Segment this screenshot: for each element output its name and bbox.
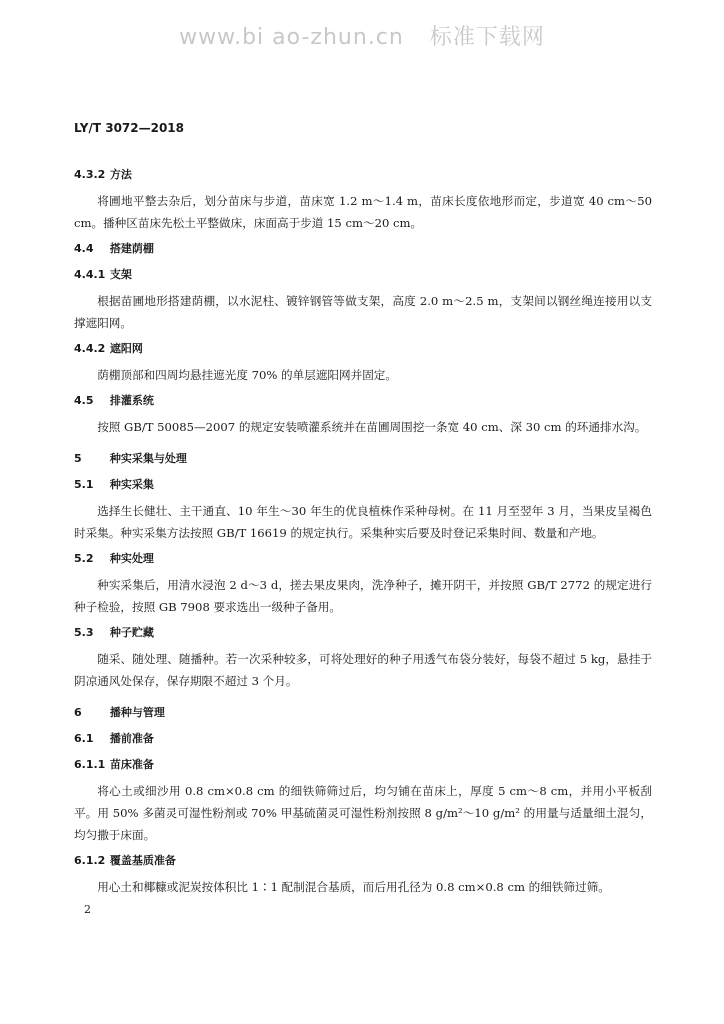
section-heading (74, 728, 652, 750)
paragraph: 荫棚顶部和四周均悬挂遮光度 70% 的单层遮阳网并固定。 (97, 368, 397, 382)
section-number: 4.5 (74, 394, 94, 407)
section-title: 种实采集 (109, 478, 154, 491)
watermark (0, 20, 724, 51)
section-heading (74, 548, 652, 570)
section-heading (74, 390, 652, 412)
section-title: 覆盖基质准备 (109, 854, 176, 867)
watermark-name: 标准下载网 (429, 25, 545, 50)
section-number: 5.2 (74, 552, 94, 565)
section-title: 播前准备 (109, 732, 154, 745)
watermark-url: www.bi ao-zhun.cn (179, 25, 404, 50)
page-number: 2 (84, 903, 91, 916)
paragraph: 按照 GB/T 50085—2007 的规定安装喷灌系统并在苗圃周围挖一条宽 40 cm、深 30 cm 的环通排水沟。 (97, 420, 647, 434)
section-title: 搭建荫棚 (109, 242, 154, 255)
section-title: 遮阳网 (109, 342, 143, 355)
section-number: 4.4.2 (74, 342, 106, 355)
section-number: 6 (74, 706, 82, 719)
section-number: 6.1.1 (74, 758, 106, 771)
section-number: 5 (74, 452, 82, 465)
section-title: 排灌系统 (109, 394, 154, 407)
section-number: 5.3 (74, 626, 94, 639)
section-number: 4.3.2 (74, 168, 106, 181)
standard-code: LY/T 3072—2018 (74, 121, 185, 135)
paragraph: 用心土和椰糠或泥炭按体积比 1∶1 配制混合基质，而后用孔径为 0.8 cm×0.8 cm 的细铁筛过筛。 (97, 880, 610, 894)
paragraph: 将圃地平整去杂后，划分苗床与步道，苗床宽 1.2 m～1.4 m，苗床长度依地形而定，步道宽 40 cm～50 cm。播种区苗床先松土平整做床，床面高于步道 15 cm～20 cm。 (74, 194, 652, 230)
section-number: 4.4 (74, 242, 94, 255)
section-title: 苗床准备 (109, 758, 154, 771)
section-heading (74, 164, 652, 186)
section-title: 种实处理 (109, 552, 154, 565)
section-title: 方法 (109, 168, 132, 181)
section-title: 种子贮藏 (109, 626, 154, 639)
section-heading (74, 474, 652, 496)
section-title: 支架 (109, 268, 132, 281)
paragraph: 随采、随处理、随播种。若一次采种较多，可将处理好的种子用透气布袋分装好，每袋不超过 5 kg，悬挂于阴凉通风处保存，保存期限不超过 3 个月。 (74, 652, 652, 688)
section-heading (74, 702, 652, 724)
paragraph: 根据苗圃地形搭建荫棚，以水泥柱、镀锌钢管等做支架，高度 2.0 m～2.5 m，支架间以钢丝绳连接用以支撑遮阳网。 (74, 294, 652, 330)
section-number: 6.1.2 (74, 854, 106, 867)
section-number: 4.4.1 (74, 268, 106, 281)
section-heading (74, 338, 652, 360)
section-heading (74, 754, 652, 776)
section-heading (74, 448, 652, 470)
paragraph: 选择生长健壮、主干通直、10 年生～30 年生的优良植株作采种母树。在 11 月至翌年 3 月，当果皮呈褐色时采集。种实采集方法按照 GB/T 16619 的规定执行。采集种实后要及时登记采集时间、数量和产地。 (74, 504, 652, 540)
paragraph: 种实采集后，用清水浸泡 2 d～3 d，搓去果皮果肉，洗净种子，摊开阴干，并按照 GB/T 2772 的规定进行种子检验，按照 GB 7908 要求选出一级种子备用。 (74, 578, 652, 614)
section-heading (74, 264, 652, 286)
paragraph: 将心土或细沙用 0.8 cm×0.8 cm 的细铁筛筛过后，均匀铺在苗床上，厚度 5 cm～8 cm，并用小平板刮平。用 50% 多菌灵可湿性粉剂或 70% 甲基硫菌灵可湿性粉剂按照 8 g/m²～10 g/m² 的用量与适量细土混匀，均匀撒于床面。 (74, 784, 652, 842)
section-number: 6.1 (74, 732, 94, 745)
section-heading (74, 238, 652, 260)
section-heading (74, 622, 652, 644)
section-title: 种实采集与处理 (109, 452, 187, 465)
document-body (74, 160, 652, 902)
section-title: 播种与管理 (109, 706, 165, 719)
section-number: 5.1 (74, 478, 94, 491)
section-heading (74, 850, 652, 872)
